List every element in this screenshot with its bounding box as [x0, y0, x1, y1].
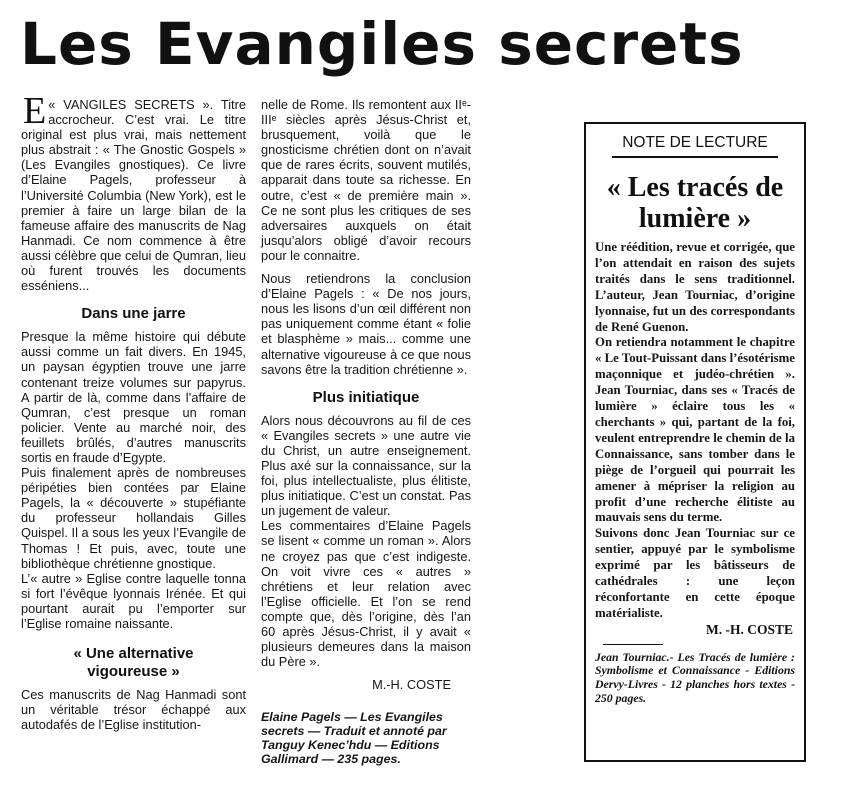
column-1: [21, 90, 246, 733]
note-paragraph: Suivons donc Jean Tourniac sur ce sentier, appuyé par le symbolisme exprimé par les bâtisseurs de cathédrales : une leçon réconfortante en cette époque matérialiste.: [595, 526, 795, 620]
divider: [603, 644, 663, 645]
paragraph: Les commentaires d’Elaine Pagels se lisent « comme un roman ». Alors ne croyez pas que c’est indigeste. On voit vivre ces « autres » chrétiens et leur relation avec l’Eglise officielle. Et l’on se rend compte que, dès l’origine, dès l’an 60 après Jésus-Christ, il y avait « plusieurs demeures dans la maison du Père ».: [261, 518, 471, 670]
note-book-reference: Jean Tourniac.- Les Tracés de lumière : Symbolisme et Connaissance - Editions Dervy-Livres - 12 planches hors textes - 250 pages.: [595, 649, 795, 705]
author-signature: M.-H. COSTE: [372, 677, 451, 693]
note-paragraph: Une réédition, revue et corrigée, que l’on attendait en raison des sujets traités dans le sens traditionnel. L’auteur, Jean Tourniac, d’origine lyonnaise, fut un des correspondants de René Guenon.: [595, 240, 795, 334]
paragraph: Nous retiendrons la conclusion d’Elaine Pagels : « De nos jours, nous les lisons d’un œil différent non pas uniquement comme étant « folie et blasphème » mais... comme une alternative vigoureuse à ce que nous savons être la tradition chrétienne ».: [261, 271, 471, 377]
subheading-plus-initiatique: Plus initiatique: [312, 388, 420, 406]
subheading-alternative-line-2: vigoureuse »: [87, 663, 180, 681]
paragraph: Ces manuscrits de Nag Hanmadi sont un véritable trésor échappé aux autodafés de l’Eglise institution-: [21, 687, 246, 733]
note-label: NOTE DE LECTURE: [612, 132, 778, 158]
article-title: Les Evangiles secrets: [20, 10, 744, 78]
drop-cap: E: [23, 90, 47, 132]
column-2: [261, 97, 471, 774]
subheading-dans-une-jarre: Dans une jarre: [81, 305, 186, 323]
note-body: [595, 240, 795, 622]
subheading-alternative-line-1: « Une alternative: [73, 645, 194, 663]
paragraph: Alors nous découvrons au fil de ces « Evangiles secrets » une autre vie du Christ, un autre enseignement. Plus axé sur la connaissance, sur la foi, plus intellectualiste, plus élitiste, plus initiatique. C’est un constat. Pas un jugement de valeur.: [261, 412, 471, 519]
book-reference: Elaine Pagels — Les Evangiles secrets — Traduit et annoté par Tanguy Kenec’hdu — Editions Gallimard — 235 pages.: [261, 710, 447, 767]
paragraph: Puis finalement après de nombreuses péripéties bien contées par Elaine Pagels, la « découverte » stupéfiante du professeur hollandais Gilles Quispel. Il a sous les yeux l’Evangile de Thomas ! Et puis, avec, toute une bibliothèque chrétienne gnostique.: [21, 465, 246, 571]
note-title: « Les tracés de lumière »: [606, 172, 784, 234]
paragraph: Presque la même histoire qui débute aussi comme un fait divers. En 1945, un paysan égyptien trouve une jarre contenant treize volumes sur papyrus. A partir de là, comme dans l’affaire de Qumran, c’est presque un roman policier. Vente au marché noir, des feuillets brûlés, d’autres manuscrits sortis en fraude d’Egypte.: [21, 329, 246, 465]
intro-text: VANGILES SECRETS ». Titre accrocheur. C’est vrai. Le titre original est plus vrai, mais nettement plus abstrait : « The Gnostic Gospels » (Les Evangiles gnostiques). Ce livre d’Elaine Pagels, professeur à l’Université Columbia (New York), est le premier à faire un large bilan de la fameuse affaire des manuscrits de Nag Hanmadi. Ce nom commence à être aussi célèbre que celui de Qumran, lieu où furent trouvés les documents esséniens...: [21, 97, 246, 294]
paragraph: L’« autre » Eglise contre laquelle tonna si fort l’évêque lyonnais Irénée. Et qui pourtant aurait pu l’emporter sur l’Eglise romaine naissante.: [21, 570, 246, 631]
note-signature: M. -H. COSTE: [705, 621, 793, 637]
reading-note-box: [584, 122, 806, 762]
note-paragraph: On retiendra notamment le chapitre « Le Tout-Puissant dans l’ésotérisme maçonnique et judéo-chrétien ». Jean Tourniac, dans ses « Tracés de lumière » éclaire tous les « cherchants » qui, partant de la foi, veulent entreprendre le chemin de la Connaissance, sans tomber dans le piège de l’orgueil qui pourrait les amener à mépriser la religion au profit d’une recherche élitiste au mauvais sens du terme.: [595, 335, 795, 525]
intro-open-quote: «: [48, 97, 64, 112]
paragraph: nelle de Rome. Ils remontent aux IIᵉ-IIIᵉ siècles après Jésus-Christ et, brusquement, voilà que le gnosticisme chrétien dont on n’avait que de rares écrits, souvent mutilés, apparait dans toute sa richesse. En outre, c’est « de première main ». Ce ne sont plus les critiques de ses adversaires auxquels on était jusqu’alors obligé d’avoir recours pour le connaitre.: [261, 97, 471, 263]
intro-paragraph: [21, 90, 246, 294]
